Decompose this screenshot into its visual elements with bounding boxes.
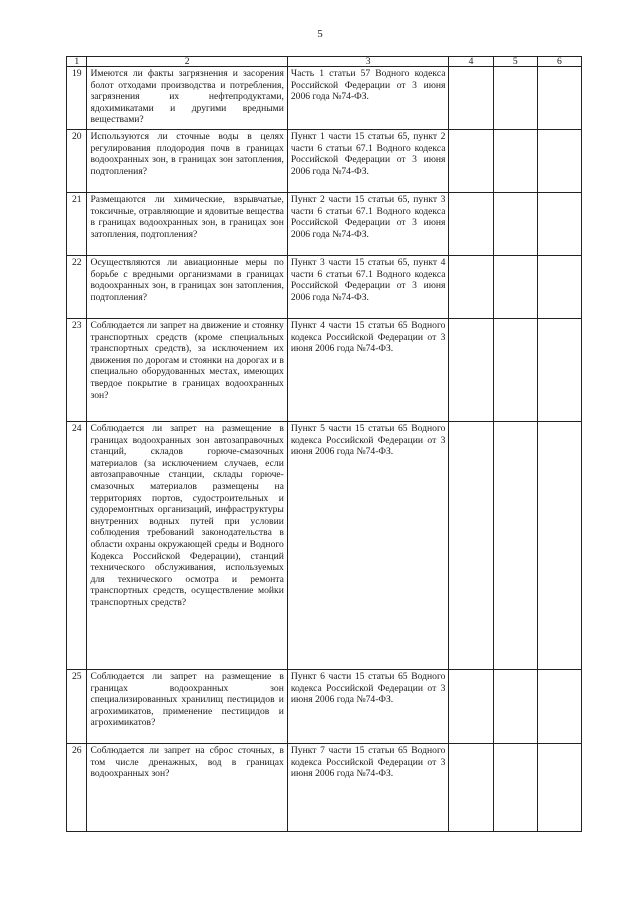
row-question: Соблюдается ли запрет на размещение в границах водоохранных зон специализированных хранилищ пестицидов и агрохимикатов, применение пестицидов и агрохимикатов? (87, 670, 287, 744)
answer-cell[interactable] (537, 193, 581, 256)
column-header-1: 1 (67, 57, 87, 67)
answer-cell[interactable] (493, 193, 537, 256)
answer-cell[interactable] (449, 422, 493, 670)
row-question: Имеются ли факты загрязнения и засорения болот отходами производства и потребления, загрязнения их нефтепродуктами, ядохимикатами и другими вредными веществами? (87, 67, 287, 130)
table-row (67, 67, 582, 130)
row-question: Размещаются ли химические, взрывчатые, токсичные, отравляющие и ядовитые вещества в границах водоохранных зон, в границах зон затопления, подтопления? (87, 193, 287, 256)
table-row (67, 319, 582, 422)
answer-cell[interactable] (449, 256, 493, 319)
row-number: 22 (67, 256, 87, 319)
row-question: Соблюдается ли запрет на размещение в границах водоохранных зон автозаправочных станций, складов горюче-смазочных материалов (за исключением случаев, если автозаправочные станции, склады горюче-смазочных материалов размещены на территориях портов, судостроительных и судоремонтных организаций, инфраструктуры внутренних водных путей при условии соблюдения требований законодательства в области охраны окружающей среды и Водного Кодекса Российской Федерации), станций технического обслуживания, используемых для технического осмотра и ремонта транспортных средств, осуществление мойки транспортных средств? (87, 422, 287, 670)
row-number: 21 (67, 193, 87, 256)
row-number: 26 (67, 744, 87, 832)
column-header-5: 5 (493, 57, 537, 67)
answer-cell[interactable] (493, 130, 537, 193)
row-question: Осуществляются ли авиационные меры по борьбе с вредными организмами в границах водоохранных зон, в границах зон затопления, подтопления? (87, 256, 287, 319)
row-number: 20 (67, 130, 87, 193)
checklist-table (66, 56, 582, 832)
row-question: Соблюдается ли запрет на сброс сточных, в том числе дренажных, вод в границах водоохранных зон? (87, 744, 287, 832)
table-row (67, 193, 582, 256)
answer-cell[interactable] (449, 193, 493, 256)
row-reference: Пункт 7 части 15 статьи 65 Водного кодекса Российской Федерации от 3 июня 2006 года №74-ФЗ. (287, 744, 449, 832)
answer-cell[interactable] (449, 319, 493, 422)
row-number: 24 (67, 422, 87, 670)
answer-cell[interactable] (449, 130, 493, 193)
answer-cell[interactable] (537, 130, 581, 193)
answer-cell[interactable] (493, 422, 537, 670)
column-header-6: 6 (537, 57, 581, 67)
answer-cell[interactable] (449, 67, 493, 130)
row-reference: Пункт 4 части 15 статьи 65 Водного кодекса Российской Федерации от 3 июня 2006 года №74-ФЗ. (287, 319, 449, 422)
answer-cell[interactable] (537, 319, 581, 422)
table-row (67, 670, 582, 744)
row-reference: Пункт 6 части 15 статьи 65 Водного кодекса Российской Федерации от 3 июня 2006 года №74-ФЗ. (287, 670, 449, 744)
answer-cell[interactable] (537, 670, 581, 744)
row-reference: Пункт 3 части 15 статьи 65, пункт 4 части 6 статьи 67.1 Водного кодекса Российской Федерации от 3 июня 2006 года №74-ФЗ. (287, 256, 449, 319)
answer-cell[interactable] (537, 256, 581, 319)
table-row (67, 744, 582, 832)
column-header-3: 3 (287, 57, 449, 67)
row-reference: Пункт 2 части 15 статьи 65, пункт 3 части 6 статьи 67.1 Водного кодекса Российской Федерации от 3 июня 2006 года №74-ФЗ. (287, 193, 449, 256)
row-number: 23 (67, 319, 87, 422)
page-number: 5 (317, 28, 323, 40)
answer-cell[interactable] (493, 319, 537, 422)
answer-cell[interactable] (449, 744, 493, 832)
answer-cell[interactable] (493, 256, 537, 319)
answer-cell[interactable] (537, 67, 581, 130)
column-header-4: 4 (449, 57, 493, 67)
answer-cell[interactable] (493, 744, 537, 832)
table-row (67, 422, 582, 670)
row-reference: Пункт 1 части 15 статьи 65, пункт 2 части 6 статьи 67.1 Водного кодекса Российской Федерации от 3 июня 2006 года №74-ФЗ. (287, 130, 449, 193)
row-number: 19 (67, 67, 87, 130)
row-question: Используются ли сточные воды в целях регулирования плодородия почв в границах водоохранных зон, в границах зон затопления, подтопления? (87, 130, 287, 193)
row-reference: Часть 1 статьи 57 Водного кодекса Российской Федерации от 3 июня 2006 года №74-ФЗ. (287, 67, 449, 130)
answer-cell[interactable] (493, 67, 537, 130)
column-header-2: 2 (87, 57, 287, 67)
table-header-row (67, 57, 582, 67)
row-question: Соблюдается ли запрет на движение и стоянку транспортных средств (кроме специальных транспортных средств), за исключением их движения по дорогам и стоянки на дорогах и в специально оборудованных местах, имеющих твердое покрытие в границах водоохранных зон? (87, 319, 287, 422)
answer-cell[interactable] (537, 744, 581, 832)
table-row (67, 130, 582, 193)
answer-cell[interactable] (449, 670, 493, 744)
table-row (67, 256, 582, 319)
answer-cell[interactable] (537, 422, 581, 670)
answer-cell[interactable] (493, 670, 537, 744)
row-number: 25 (67, 670, 87, 744)
row-reference: Пункт 5 части 15 статьи 65 Водного кодекса Российской Федерации от 3 июня 2006 года №74-ФЗ. (287, 422, 449, 670)
